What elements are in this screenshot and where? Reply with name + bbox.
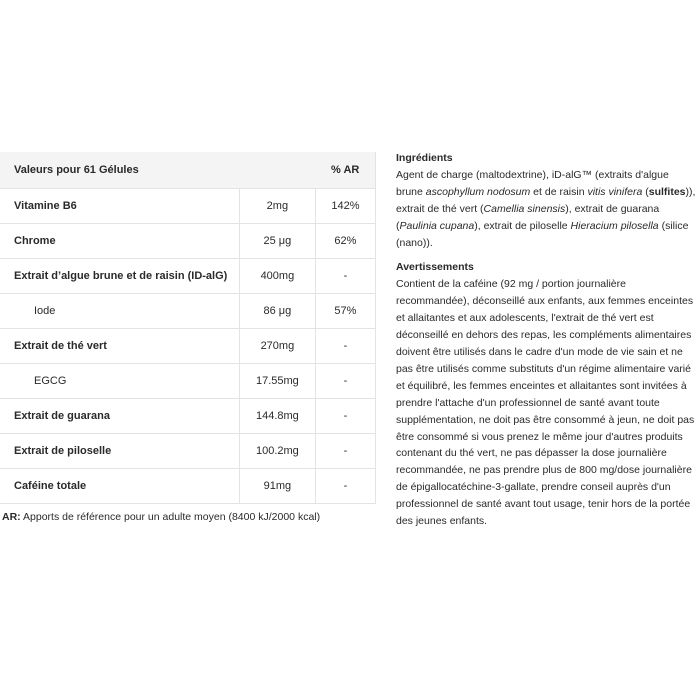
header-amount [239, 152, 315, 189]
row-name: Iode [0, 294, 239, 329]
row-amount: 400mg [239, 259, 315, 294]
row-ar: - [315, 434, 375, 469]
footnote [2, 511, 320, 523]
table-row [0, 259, 376, 294]
row-ar: - [315, 329, 375, 364]
row-ar: 57% [315, 294, 375, 329]
footnote-label: AR: [2, 511, 21, 523]
header-ar: % AR [315, 152, 375, 189]
row-name: Extrait de guarana [0, 399, 239, 434]
row-amount: 270mg [239, 329, 315, 364]
row-amount: 25 μg [239, 224, 315, 259]
footnote-text: Apports de référence pour un adulte moyen (8400 kJ/2000 kcal) [20, 511, 321, 523]
row-ar: - [315, 259, 375, 294]
row-amount: 2mg [239, 189, 315, 224]
row-name: Extrait de thé vert [0, 329, 239, 364]
table-row [0, 294, 376, 329]
row-ar: 142% [315, 189, 375, 224]
info-column [396, 150, 696, 538]
row-amount: 17.55mg [239, 364, 315, 399]
table-row [0, 189, 376, 224]
row-amount: 100.2mg [239, 434, 315, 469]
ingredients-title: Ingrédients [396, 152, 453, 164]
row-name: Extrait de piloselle [0, 434, 239, 469]
row-name: Caféine totale [0, 469, 239, 504]
table-header-row [0, 152, 376, 189]
row-amount: 144.8mg [239, 399, 315, 434]
table-row [0, 399, 376, 434]
row-name: Extrait d’algue brune et de raisin (ID-alG) [0, 259, 239, 294]
row-amount: 86 μg [239, 294, 315, 329]
nutrition-table [0, 152, 376, 504]
row-ar: 62% [315, 224, 375, 259]
table-row [0, 469, 376, 504]
header-name: Valeurs pour 61 Gélules [0, 152, 239, 189]
table-row [0, 434, 376, 469]
row-name: Vitamine B6 [0, 189, 239, 224]
ingredients-text: Agent de charge (maltodextrine), iD-alG™ (extraits d'algue brune ascophyllum nodosum et de raisin vitis vinifera (sulfites)), extrait de thé vert (Camellia sinensis), extrait de guarana (Paulinia cupana), extrait de piloselle Hieracium pilosella (silice (nano)). [396, 168, 696, 249]
row-ar: - [315, 469, 375, 504]
row-name: Chrome [0, 224, 239, 259]
row-ar: - [315, 364, 375, 399]
warnings-text: Contient de la caféine (92 mg / portion journalière recommandée), déconseillé aux enfants, aux femmes enceintes et allaitantes et aux adolescents, l'extrait de thé vert est déconseillé en dehors des repas, les compléments alimentaires doivent être utilisés dans le cadre d'un mode de vie sain et ne pas être utilisés comme substituts d'un régime alimentaire varié et équilibré, les femmes enceintes et allaitantes sont invitées à prendre l'attache d'un professionnel de santé avant toute supplémentation, ne doit pas être consommé à jeun, ne doit pas être consommé si vous prenez le même jour d'autres produits contenant du thé vert, ne pas dépasser la dose journalière recommandée, ne pas prendre plus de 800 mg/dose journalière de épigallocatéchine-3-gallate, prendre conseil auprès d'un professionnel de santé avant tout usage, tenir hors de la portée des jeunes enfants. [396, 278, 695, 528]
row-name: EGCG [0, 364, 239, 399]
table-row [0, 364, 376, 399]
table-row [0, 329, 376, 364]
row-ar: - [315, 399, 375, 434]
row-amount: 91mg [239, 469, 315, 504]
warnings-title: Avertissements [396, 261, 474, 274]
table-row [0, 224, 376, 259]
